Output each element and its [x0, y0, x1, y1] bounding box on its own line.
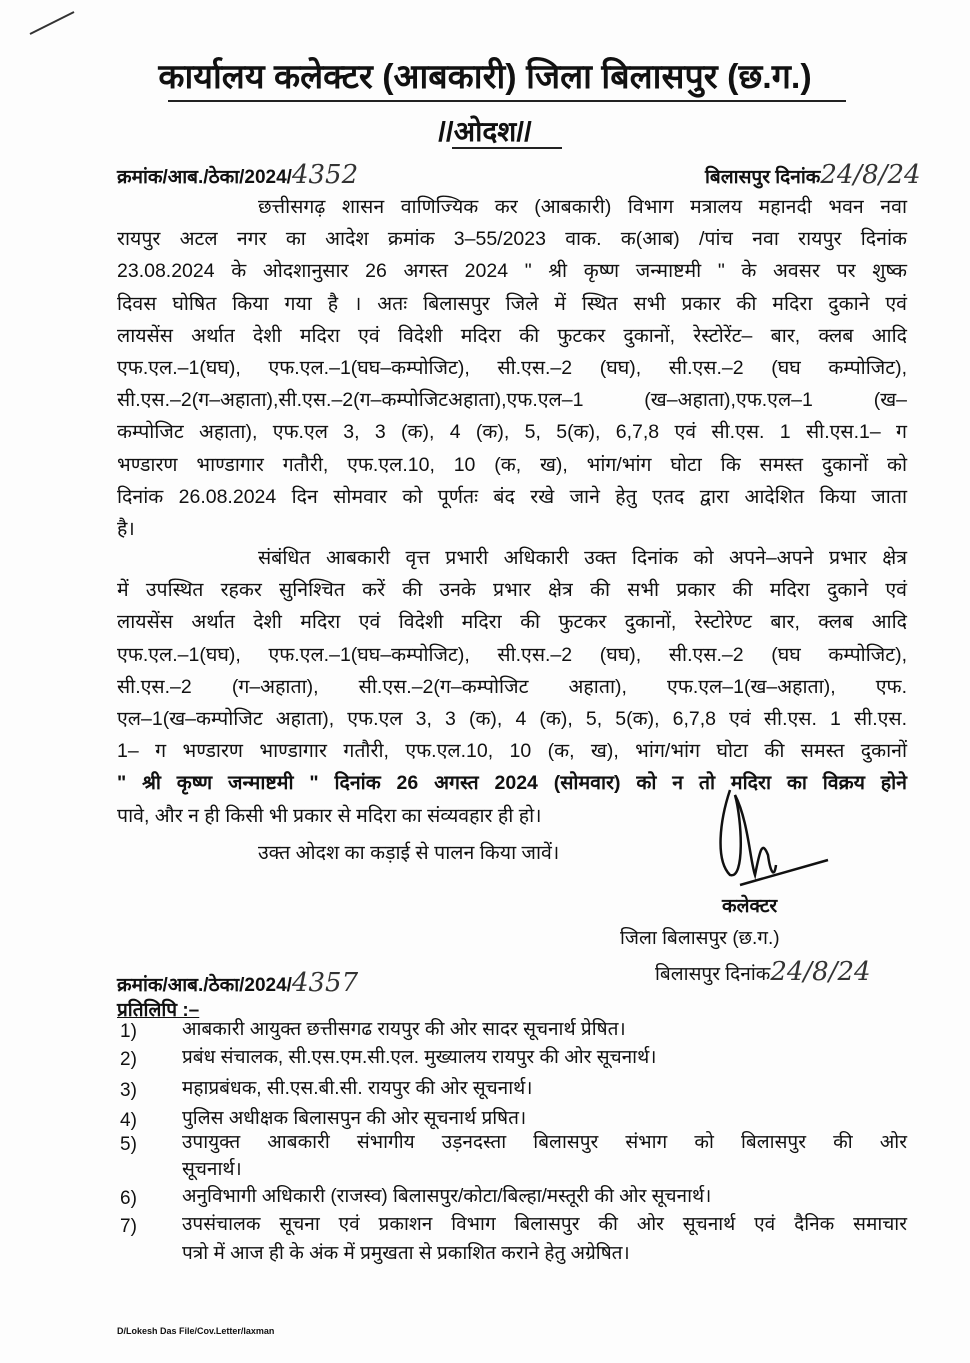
signature-icon [700, 780, 830, 900]
date-label: बिलासपुर दिनांक [655, 964, 771, 985]
file-path-footer: D/Lokesh Das File/Cov.Letter/laxman [117, 1326, 275, 1336]
district: जिला बिलासपुर (छ.ग.) [620, 928, 780, 949]
order-heading: //ओदश// [438, 116, 532, 147]
copy-item-text: महाप्रबंधक, सी.एस.बी.सी. रायपुर की ओर सूचनार्थ। [182, 1078, 533, 1099]
handwritten-date: 24/8/24 [820, 160, 921, 190]
order-underline [452, 147, 562, 149]
date-label: बिलासपुर दिनांक [705, 167, 821, 188]
paragraph-line: 23.08.2024 के ओदशानुसार 26 अगस्त 2024 " श्री कृष्ण जन्माष्टमी " के अवसर पर शुष्क [117, 260, 907, 283]
paragraph-line: दिवस घोषित किया गया है । अतः बिलासपुर जिले में स्थित सभी प्रकार की मदिरा दुकाने एवं [117, 292, 907, 315]
copy-item-text: उपायुक्त आबकारी संभागीय उड़नदस्ता बिलासपुर संभाग को बिलासपुर की ओर [182, 1132, 907, 1153]
closing-line: उक्त ओदश का कड़ाई से पालन किया जावें। [258, 842, 560, 864]
paragraph-line: लायसेंस अर्थात देशी मदिरा एवं विदेशी मदिरा की फुटकर दुकानों, रेस्टोरेण्ट बार, क्लब आदि [117, 611, 907, 634]
title-underline [168, 100, 846, 102]
paragraph-line: सी.एस.–2 (ग–अहाता), सी.एस.–2(ग–कम्पोजिट अहाता), एफ.एल–1(ख–अहाता), एफ. [117, 675, 907, 698]
paragraph-line: रायपुर अटल नगर का आदेश क्रमांक 3–55/2023 वाक. क(आब) /पांच नवा रायपुर दिनांक [117, 228, 907, 251]
reference-prefix: क्रमांक/आब./ठेका/2024/ [117, 975, 292, 996]
paragraph-line: भण्डारण भाण्डागार गतौरी, एफ.एल.10, 10 (क, ख), भांग/भांग घोटा कि समस्त दुकानों को [117, 453, 907, 476]
reference-number [117, 160, 358, 190]
copy-item-text: सूचनार्थ। [182, 1159, 242, 1180]
paragraph-line: सी.एस.–2(ग–अहाता),सी.एस.–2(ग–कम्पोजिटअहाता),एफ.एल–1 (ख–अहाता),एफ.एल–1 (ख– [117, 389, 907, 412]
copy-item-number: 3) [120, 1080, 137, 1101]
copy-reference-number [117, 968, 358, 998]
copy-heading: प्रतिलिपि :– [117, 1000, 200, 1021]
paragraph-line: संबंधित आबकारी वृत्त प्रभारी अधिकारी उक्त दिनांक को अपने–अपने प्रभार क्षेत्र [258, 547, 907, 569]
paragraph-line: " श्री कृष्ण जन्माष्टमी " दिनांक 26 अगस्त 2024 (सोमवार) को न तो मदिरा का विक्रय होने [117, 772, 907, 795]
paragraph-line: छत्तीसगढ़ शासन वाणिज्यिक कर (आबकारी) विभाग मत्रालय महानदी भवन नवा [258, 196, 907, 218]
paragraph-line: एफ.एल.–1(घघ), एफ.एल.–1(घघ–कम्पोजिट), सी.एस.–2 (घघ), सी.एस.–2 (घघ कम्पोजिट), [117, 357, 907, 379]
reference-prefix: क्रमांक/आब./ठेका/2024/ [117, 167, 292, 188]
handwritten-number: 4357 [291, 968, 359, 998]
paragraph-line: में उपस्थित रहकर सुनिश्चित करें की उनके प्रभार क्षेत्र की सभी प्रकार की मदिरा दुकाने एवं [117, 579, 907, 602]
designation: कलेक्टर [722, 896, 778, 917]
copy-item-number: 2) [120, 1049, 137, 1070]
signature-date [655, 957, 871, 987]
paragraph-line: है। [117, 518, 135, 540]
paragraph-line: दिनांक 26.08.2024 दिन सोमवार को पूर्णतः बंद रखे जाने हेतु एतद द्वारा आदेशित किया जाता [117, 485, 907, 508]
copy-item-number: 4) [120, 1110, 137, 1131]
paragraph-line: लायसेंस अर्थात देशी मदिरा एवं विदेशी मदिरा की फुटकर दुकानों, रेस्टोरेंट– बार, क्लब आदि [117, 324, 907, 347]
copy-item-text: पत्रो में आज ही के अंक में प्रमुखता से प्रकाशित कराने हेतु अग्रेषित। [182, 1243, 630, 1264]
paragraph-line: एफ.एल.–1(घघ), एफ.एल.–1(घघ–कम्पोजिट), सी.एस.–2 (घघ), सी.एस.–2 (घघ कम्पोजिट), [117, 643, 907, 666]
copy-item-text: प्रबंध संचालक, सी.एस.एम.सी.एल. मुख्यालय रायपुर की ओर सूचनार्थ। [182, 1047, 657, 1068]
pen-mark-icon [28, 8, 78, 38]
copy-item-text: उपसंचालक सूचना एवं प्रकाशन विभाग बिलासपुर की ओर सूचनार्थ एवं दैनिक समाचार [182, 1214, 907, 1235]
copy-item-number: 6) [120, 1188, 137, 1209]
copy-item-text: अनुविभागी अधिकारी (राजस्व) बिलासपुर/कोटा/बिल्हा/मस्तूरी की ओर सूचनार्थ। [182, 1186, 712, 1207]
copy-item-number: 7) [120, 1216, 137, 1237]
paragraph-line: 1– ग भण्डारण भाण्डागार गतौरी, एफ.एल.10, 10 (क, ख), भांग/भांग घोटा की समस्त दुकानों [117, 740, 907, 763]
copy-item-number: 1) [120, 1021, 137, 1042]
paragraph-line: पावे, और न ही किसी भी प्रकार से मदिरा का संव्यवहार ही हो। [117, 804, 542, 827]
copy-item-number: 5) [120, 1134, 137, 1155]
office-title: कार्यालय कलेक्टर (आबकारी) जिला बिलासपुर (छ.ग.) [158, 58, 812, 96]
handwritten-number: 4352 [291, 160, 359, 190]
handwritten-date: 24/8/24 [770, 957, 871, 987]
copy-item-text: आबकारी आयुक्त छत्तीसगढ रायपुर की ओर सादर सूचनार्थ प्रेषित। [182, 1019, 626, 1040]
reference-date [705, 160, 921, 190]
paragraph-line: कम्पोजिट अहाता), एफ.एल 3, 3 (क), 4 (क), 5, 5(क), 6,7,8 एवं सी.एस. 1 सी.एस.1– ग [117, 421, 907, 444]
copy-item-text: पुलिस अधीक्षक बिलासपुन की ओर सूचनार्थ प्रषित। [182, 1108, 527, 1129]
paragraph-line: एल–1(ख–कम्पोजिट अहाता), एफ.एल 3, 3 (क), 4 (क), 5, 5(क), 6,7,8 एवं सी.एस. 1 सी.एस. [117, 708, 907, 730]
